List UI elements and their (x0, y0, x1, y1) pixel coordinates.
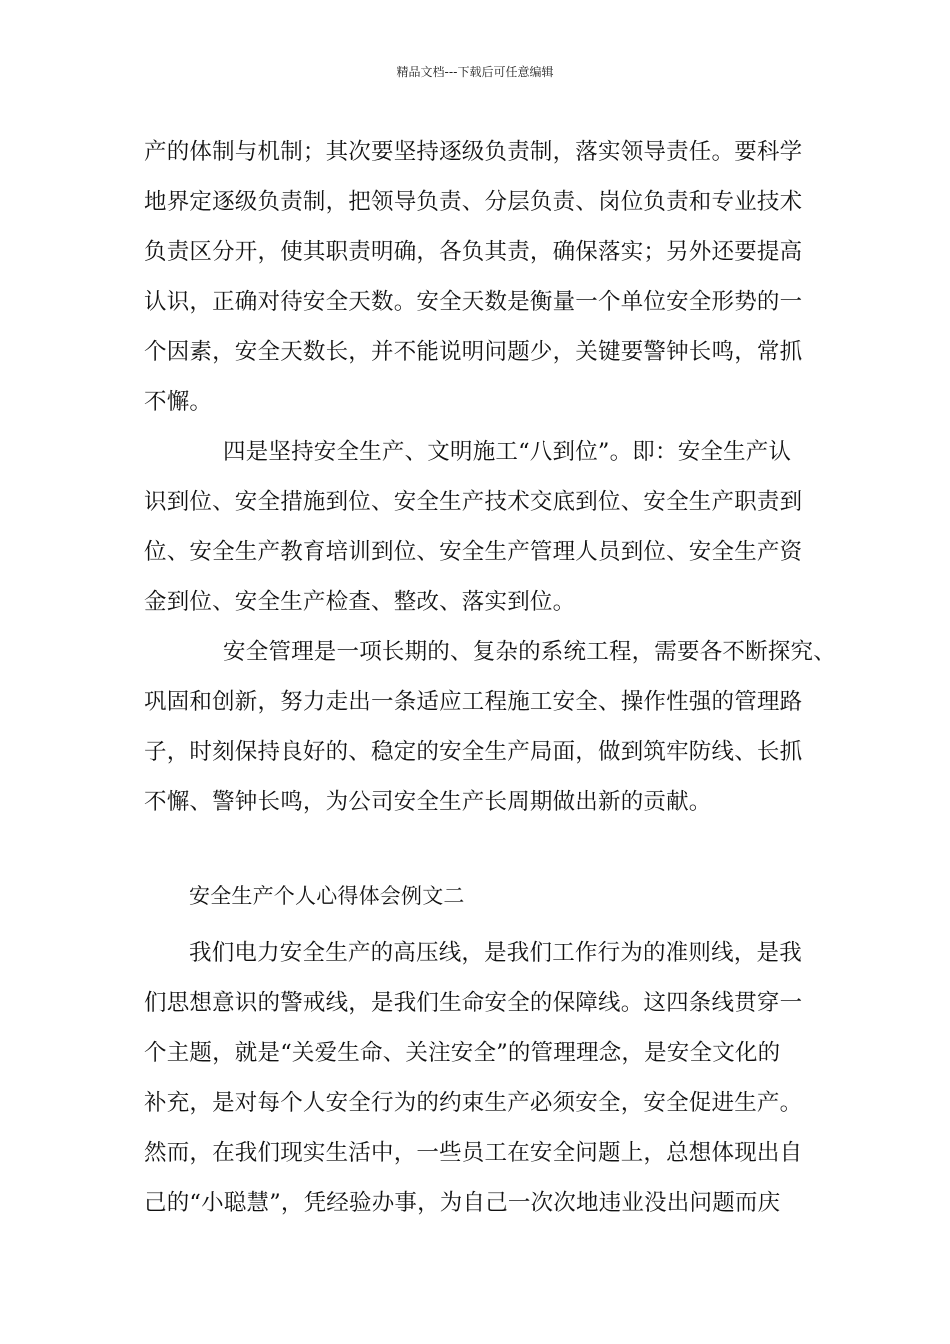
paragraph-line: 产的体制与机制；其次要坚持逐级负责制，落实领导责任。要科学 (144, 139, 803, 165)
paragraph-line: 巩固和创新，努力走出一条适应工程施工安全、操作性强的管理路 (144, 689, 803, 715)
paragraph-line: 个主题，就是“关爱生命、关注安全”的管理理念，是安全文化的 (144, 1040, 781, 1066)
section-2-body (144, 866, 824, 1230)
paragraph-line: 们思想意识的警戒线，是我们生命安全的保障线。这四条线贯穿一 (144, 990, 803, 1016)
paragraph-line: 金到位、安全生产检查、整改、落实到位。 (144, 589, 576, 615)
paragraph-line: 不懈。 (144, 389, 213, 415)
paragraph-line: 不懈、警钟长鸣，为公司安全生产长周期做出新的贡献。 (144, 789, 712, 815)
paragraph-line: 地界定逐级负责制，把领导负责、分层负责、岗位负责和专业技术 (144, 189, 803, 215)
paragraph-line: 认识，正确对待安全天数。安全天数是衡量一个单位安全形势的一 (144, 289, 803, 315)
paragraph-line: 然而，在我们现实生活中，一些员工在安全问题上，总想体现出自 (144, 1140, 803, 1166)
paragraph-line: 个因素，安全天数长，并不能说明问题少，关键要警钟长鸣，常抓 (144, 339, 803, 365)
paragraph-line: 识到位、安全措施到位、安全生产技术交底到位、安全生产职责到 (144, 489, 803, 515)
section-title: 安全生产个人心得体会例文二 (189, 884, 465, 908)
paragraph-line: 四是坚持安全生产、文明施工“八到位”。即：安全生产认 (223, 439, 792, 465)
paragraph-line: 我们电力安全生产的高压线，是我们工作行为的准则线，是我 (189, 940, 802, 966)
paragraph-line: 负责区分开，使其职责明确，各负其责，确保落实；另外还要提高 (144, 239, 803, 265)
page-header: 精品文档---下载后可任意编辑 (396, 65, 554, 79)
paragraph-line: 补充，是对每个人安全行为的约束生产必须安全，安全促进生产。 (144, 1090, 803, 1116)
paragraph-line: 位、安全生产教育培训到位、安全生产管理人员到位、安全生产资 (144, 539, 803, 565)
paragraph-line: 子，时刻保持良好的、稳定的安全生产局面，做到筑牢防线、长抓 (144, 739, 803, 765)
paragraph-line: 己的“小聪慧”，凭经验办事，为自己一次次地违业没出问题而庆 (144, 1190, 781, 1216)
section-1-body (144, 129, 836, 829)
paragraph-line: 安全管理是一项长期的、复杂的系统工程，需要各不断探究、 (223, 639, 836, 665)
